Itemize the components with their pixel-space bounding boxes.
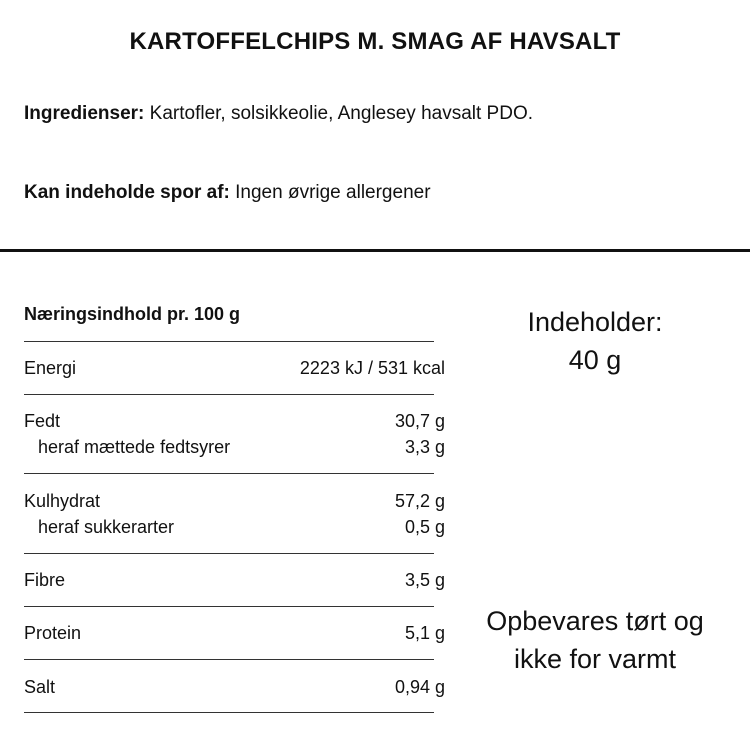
nutrition-row-value: 2223 kJ / 531 kcal xyxy=(299,358,445,378)
ingredients-text: Kartofler, solsikkeolie, Anglesey havsalt PDO. xyxy=(144,103,534,124)
nutrition-subrow-label: heraf sukkerarter xyxy=(38,517,175,537)
nutrition-row-value: 57,2 g xyxy=(394,491,445,511)
nutrition-subrow-value: 3,3 g xyxy=(404,437,445,457)
nutrition-row-value: 30,7 g xyxy=(394,411,445,431)
nutrition-row-value: 5,1 g xyxy=(404,623,445,643)
section-divider xyxy=(0,249,750,252)
table-rule xyxy=(24,553,434,554)
net-contents xyxy=(440,303,750,379)
nutrition-row-value: 3,5 g xyxy=(404,570,445,590)
allergens-label: Kan indeholde spor af: xyxy=(24,182,230,203)
table-rule xyxy=(24,341,434,342)
nutrition-row-value: 0,94 g xyxy=(394,677,445,697)
table-rule xyxy=(24,712,434,713)
storage-line-2: ikke for varmt xyxy=(513,644,677,674)
storage-line-1: Opbevares tørt og xyxy=(486,606,704,636)
net-contents-value: 40 g xyxy=(568,345,622,375)
table-rule xyxy=(24,659,434,660)
ingredients-line xyxy=(24,103,533,125)
nutrition-row-label: Salt xyxy=(24,677,56,697)
nutrition-subrow-label: heraf mættede fedtsyrer xyxy=(38,437,231,457)
nutrition-row-label: Fibre xyxy=(24,570,66,590)
ingredients-label: Ingredienser: xyxy=(24,103,145,124)
table-rule xyxy=(24,473,434,474)
allergens-line xyxy=(24,182,431,204)
nutrition-row-label: Fedt xyxy=(24,411,61,431)
nutrition-row-label: Protein xyxy=(24,623,82,643)
nutrition-row-label: Energi xyxy=(24,358,77,378)
allergens-text: Ingen øvrige allergener xyxy=(229,182,431,203)
net-contents-label: Indeholder: xyxy=(527,307,663,337)
table-rule xyxy=(24,394,434,395)
nutrition-heading: Næringsindhold pr. 100 g xyxy=(24,304,241,324)
storage-instructions xyxy=(440,602,750,678)
table-rule xyxy=(24,606,434,607)
product-title: KARTOFFELCHIPS M. SMAG AF HAVSALT xyxy=(129,28,621,55)
nutrition-subrow-value: 0,5 g xyxy=(404,517,445,537)
nutrition-row-label: Kulhydrat xyxy=(24,491,101,511)
